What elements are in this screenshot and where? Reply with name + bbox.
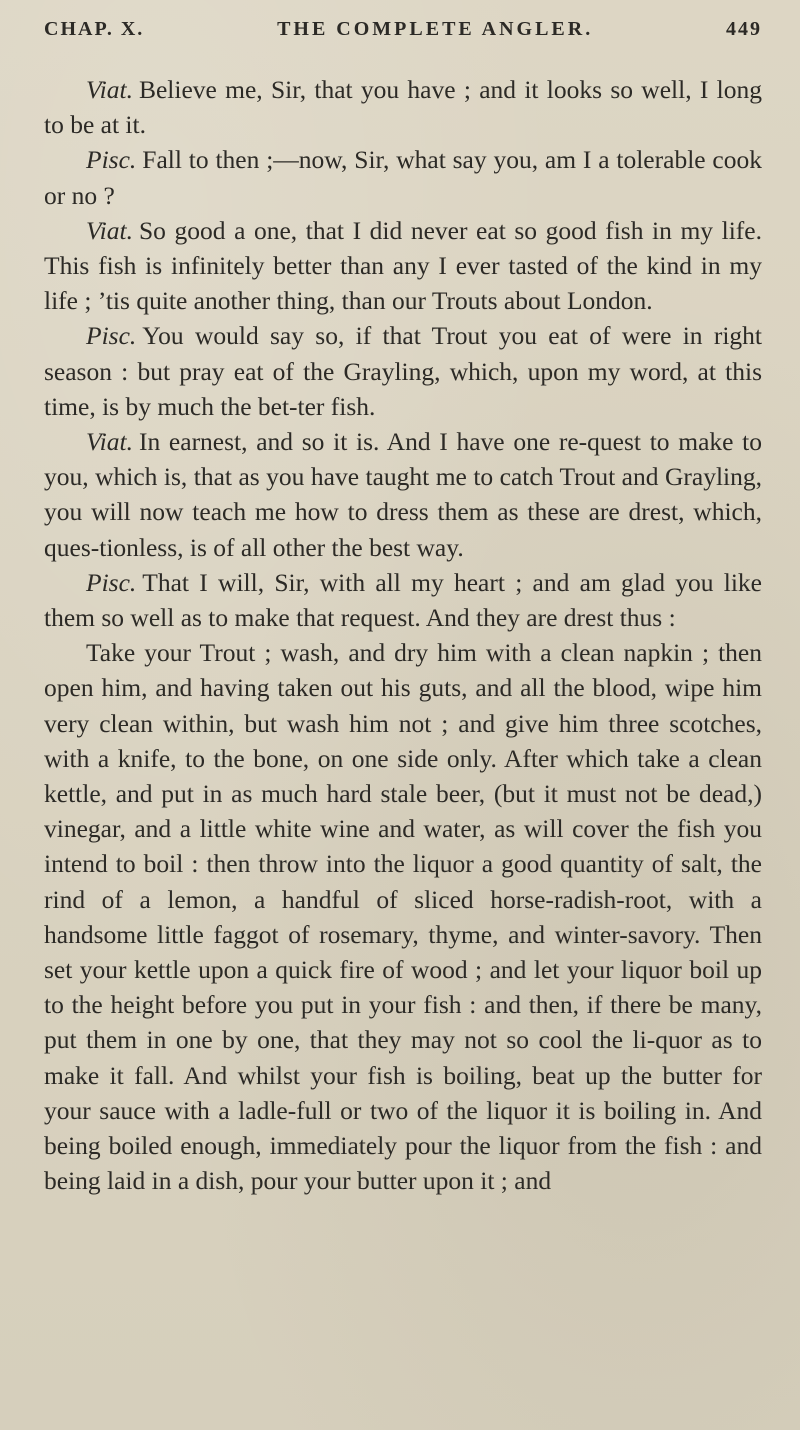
page-number: 449 bbox=[726, 18, 762, 40]
paragraph-text: You would say so, if that Trout you eat of were in right season : but pray eat of the Grayling, which, upon my word, at this time, is by much the bet-ter fish. bbox=[44, 321, 762, 421]
paragraph bbox=[44, 635, 762, 1198]
paragraph bbox=[44, 213, 762, 319]
book-title: THE COMPLETE ANGLER. bbox=[277, 18, 594, 40]
paragraph bbox=[44, 318, 762, 424]
chapter-label: CHAP. X. bbox=[44, 18, 145, 40]
paragraph-text: Take your Trout ; wash, and dry him with a clean napkin ; then open him, and having taken out his guts, and all the blood, wipe him very clean within, but wash him not ; and give him three scotches, with a knife, to the bone, on one side only. After which take a clean kettle, and put in as much hard stale beer, (but it must not be dead,) vinegar, and a little white wine and water, as will cover the fish you intend to boil : then throw into the liquor a good quantity of salt, the rind of a lemon, a handful of sliced horse-radish-root, with a handsome little faggot of rosemary, thyme, and winter-savory. Then set your kettle upon a quick fire of wood ; and let your liquor boil up to the height before you put in your fish : and then, if there be many, put them in one by one, that they may not so cool the li-quor as to make it fall. And whilst your fish is boiling, beat up the butter for your sauce with a ladle-full or two of the liquor it is boiling in. And being boiled enough, immediately pour the liquor from the fish : and being laid in a dish, pour your butter upon it ; and bbox=[44, 638, 762, 1196]
body-text bbox=[44, 72, 762, 1199]
running-head bbox=[44, 18, 762, 58]
paragraph-text: So good a one, that I did never eat so good fish in my life. This fish is infinitely better than any I ever tasted of the kind in my life ; ’tis quite another thing, than our Trouts about London. bbox=[44, 215, 762, 316]
speaker-name: Pisc. bbox=[86, 145, 137, 175]
paragraph bbox=[44, 72, 762, 142]
paragraph bbox=[44, 424, 762, 565]
speaker-name: Viat. bbox=[86, 75, 133, 104]
paragraph-text: That I will, Sir, with all my heart ; and am glad you like them so well as to make that request. And they are drest thus : bbox=[44, 567, 762, 633]
paragraph bbox=[44, 565, 762, 635]
speaker-name: Pisc. bbox=[86, 321, 137, 351]
paragraph bbox=[44, 142, 762, 212]
speaker-name: Viat. bbox=[86, 427, 133, 457]
speaker-name: Pisc. bbox=[86, 567, 137, 597]
paragraph-text: In earnest, and so it is. And I have one re-quest to make to you, which is, that as you have taught me to catch Trout and Grayling, you will now teach me how to dress them as these are drest, which, ques-tionless, is of all other the best way. bbox=[44, 427, 762, 562]
speaker-name: Viat. bbox=[86, 215, 133, 245]
paragraph-text: Believe me, Sir, that you have ; and it looks so well, I long to be at it. bbox=[44, 75, 762, 140]
paragraph-text: Fall to then ;—now, Sir, what say you, am I a tolerable cook or no ? bbox=[44, 145, 762, 210]
